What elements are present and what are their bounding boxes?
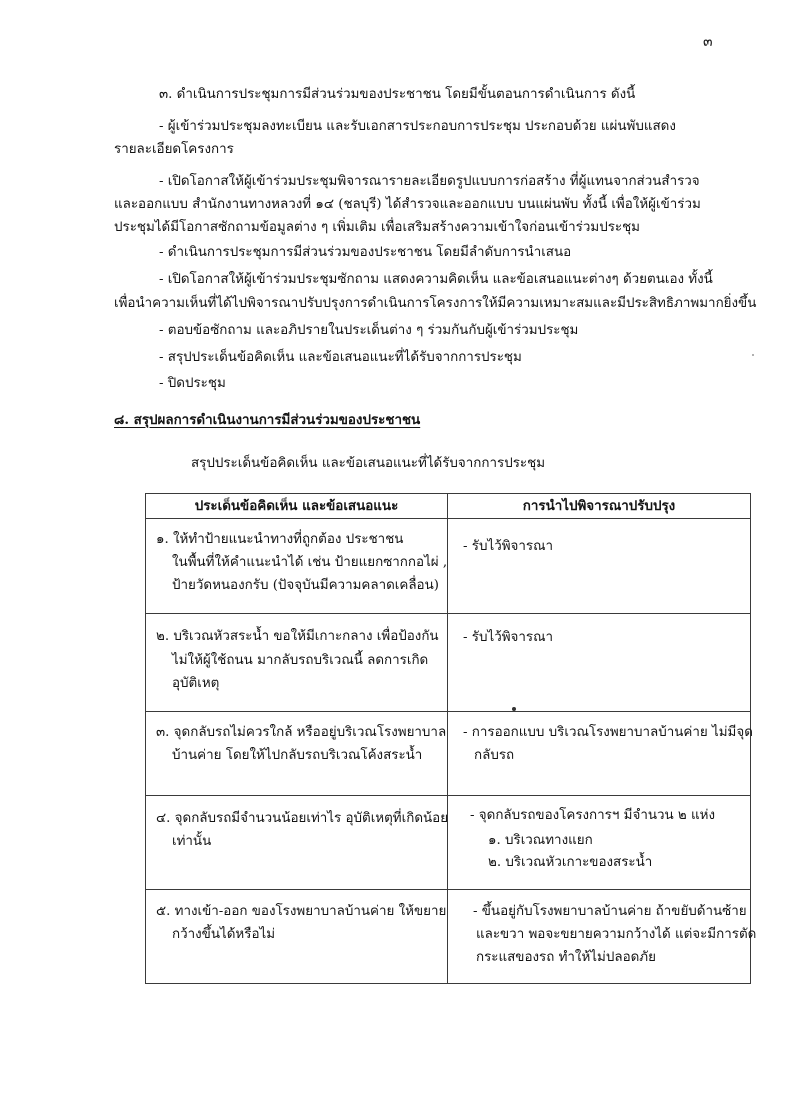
issue-line: กว้างขึ้นได้หรือไม่	[172, 927, 276, 942]
response-line: กลับรถ	[474, 748, 515, 763]
response-line: - จุดกลับรถของโครงการฯ มีจำนวน ๒ แห่ง	[470, 808, 716, 823]
table-row	[146, 614, 751, 712]
issue-line: อุบัติเหตุ	[172, 676, 220, 691]
section3-heading: ๓. ดำเนินการประชุมการมีส่วนร่วมของประชาชน โดยมีขั้นตอนการดำเนินการ ดังนี้	[159, 87, 636, 102]
response-cell	[448, 796, 751, 890]
response-line: - การออกแบบ บริเวณโรงพยาบาลบ้านค่าย ไม่มีจุด	[463, 725, 753, 740]
response-cell	[448, 712, 751, 796]
response-cell	[448, 519, 751, 614]
issue-line: ป้ายวัดหนองกรับ (ปัจจุบันมีความคลาดเคลื่อน)	[172, 578, 439, 593]
scan-speck	[752, 354, 754, 356]
section8-subheading: สรุปประเด็นข้อคิดเห็น และข้อเสนอแนะที่ได้รับจากการประชุม	[191, 456, 546, 471]
step2-line1: - เปิดโอกาสให้ผู้เข้าร่วมประชุมพิจารณารายละเอียดรูปแบบการก่อสร้าง ที่ผู้แทนจากส่วนสำรวจ	[159, 174, 700, 189]
step2-line3: ประชุมได้มีโอกาสซักถามข้อมูลต่าง ๆ เพิ่มเติม เพื่อเสริมสร้างความเข้าใจก่อนเข้าร่วมประชุม	[114, 220, 641, 235]
table-row	[146, 796, 751, 890]
issue-line: ไม่ให้ผู้ใช้ถนน มากลับรถบริเวณนี้ ลดการเกิด	[172, 653, 429, 668]
issue-line: เท่านั้น	[172, 834, 212, 849]
response-line: ๒. บริเวณหัวเกาะของสระน้ำ	[488, 855, 653, 870]
response-cell	[448, 890, 757, 984]
issue-line: ๕. ทางเข้า-ออก ของโรงพยาบาลบ้านค่าย ให้ขยาย	[156, 904, 447, 919]
step1-line1: - ผู้เข้าร่วมประชุมลงทะเบียน และรับเอกสารประกอบการประชุม ประกอบด้วย แผ่นพับแสดง	[159, 119, 676, 134]
response-line: ๑. บริเวณทางแยก	[488, 833, 593, 848]
issue-cell	[146, 712, 448, 796]
issue-cell	[146, 796, 448, 890]
ink-dot	[512, 707, 516, 711]
issue-cell	[146, 614, 448, 712]
step1-line2: รายละเอียดโครงการ	[114, 142, 234, 157]
step4-line1: - เปิดโอกาสให้ผู้เข้าร่วมประชุมซักถาม แสดงความคิดเห็น และข้อเสนอแนะต่างๆ ด้วยตนเอง ทั้งนี้	[159, 272, 713, 287]
step4-line2: เพื่อนำความเห็นที่ได้ไปพิจารณาปรับปรุงการดำเนินการโครงการให้มีความเหมาะสมและมีประสิทธิภาพมากยิ่งขึ้น	[114, 296, 757, 311]
step3: - ดำเนินการประชุมการมีส่วนร่วมของประชาชน โดยมีลำดับการนำเสนอ	[159, 245, 572, 260]
response-line: และขวา พอจะขยายความกว้างได้ แต่จะมีการตัด	[476, 927, 757, 942]
response-line: - รับไว้พิจารณา	[463, 539, 554, 554]
response-line: - ขึ้นอยู่กับโรงพยาบาลบ้านค่าย ถ้าขยับด้านซ้าย	[473, 904, 747, 919]
table-row	[146, 519, 751, 614]
step5: - ตอบข้อซักถาม และอภิปรายในประเด็นต่าง ๆ ร่วมกันกับผู้เข้าร่วมประชุม	[159, 323, 579, 338]
section8-heading: ๘. สรุปผลการดำเนินงานการมีส่วนร่วมของประชาชน	[114, 412, 421, 428]
page-number: ๓	[703, 34, 713, 50]
response-line: กระแสของรถ ทำให้ไม่ปลอดภัย	[476, 950, 656, 965]
issue-cell	[146, 519, 448, 614]
issue-line: ๔. จุดกลับรถมีจำนวนน้อยเท่าไร อุบัติเหตุที่เกิดน้อย	[156, 811, 449, 826]
step6: - สรุปประเด็นข้อคิดเห็น และข้อเสนอแนะที่ได้รับจากการประชุม	[159, 350, 522, 365]
issue-line: ๓. จุดกลับรถไม่ควรใกล้ หรืออยู่บริเวณโรงพยาบาล	[156, 725, 447, 740]
issue-cell	[146, 890, 448, 984]
response-cell	[448, 614, 751, 712]
table-header-row	[146, 494, 751, 519]
issue-line: ๑. ให้ทำป้ายแนะนำทางที่ถูกต้อง ประชาชน	[156, 532, 404, 547]
table-row	[146, 890, 751, 984]
header-issue: ประเด็นข้อคิดเห็น และข้อเสนอแนะ	[146, 494, 448, 519]
header-response: การนำไปพิจารณาปรับปรุง	[448, 494, 751, 519]
summary-table	[145, 493, 757, 984]
table-row	[146, 712, 751, 796]
response-line: - รับไว้พิจารณา	[463, 630, 554, 645]
step2-line2: และออกแบบ สำนักงานทางหลวงที่ ๑๔ (ชลบุรี) ได้สำรวจและออกแบบ บนแผ่นพับ ทั้งนี้ เพื่อให้ผู้เข้าร่วม	[114, 197, 701, 212]
issue-line: ๒. บริเวณหัวสระน้ำ ขอให้มีเกาะกลาง เพื่อป้องกัน	[156, 629, 439, 644]
issue-line: ในพื้นที่ให้คำแนะนำได้ เช่น ป้ายแยกซากกอไผ่ ,	[172, 555, 448, 570]
step7: - ปิดประชุม	[159, 376, 226, 391]
issue-line: บ้านค่าย โดยให้ไปกลับรถบริเวณโค้งสระน้ำ	[172, 748, 423, 763]
